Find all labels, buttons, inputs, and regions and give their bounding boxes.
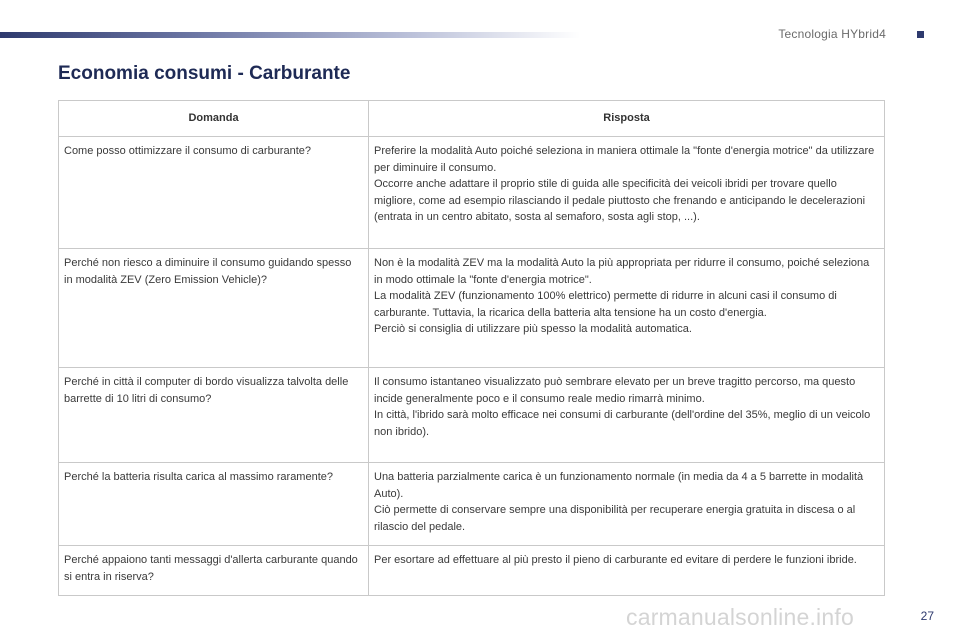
- question-cell: Come posso ottimizzare il consumo di carburante?: [59, 137, 369, 249]
- answer-cell: [369, 249, 885, 368]
- answer-paragraph: Il consumo istantaneo visualizzato può sembrare elevato per un breve tragitto percorso, ma questo incide generalmente poco e il consumo reale medio rimarrà minimo.: [374, 376, 856, 405]
- watermark: carmanualsonline.info: [626, 604, 854, 630]
- answer-paragraph: Occorre anche adattare il proprio stile di guida alle specificità dei veicoli ibridi per trovare quello migliore, come ad esempio rilasciando il pedale piuttosto che frenando e anticipando le decelerazioni (entrata in un centro abitato, sosta al semaforo, sosta agli stop, ...).: [374, 178, 866, 223]
- table-row: [59, 546, 885, 596]
- section-marker: [917, 31, 924, 38]
- page-number: 27: [920, 609, 934, 623]
- table-row: [59, 463, 885, 546]
- faq-table: [58, 100, 885, 596]
- answer-paragraph: Per esortare ad effettuare al più presto il pieno di carburante ed evitare di perdere le funzioni ibride.: [374, 554, 857, 566]
- answer-cell: [369, 546, 885, 596]
- answer-cell: [369, 463, 885, 546]
- answer-paragraph: In città, l'ibrido sarà molto efficace nei consumi di carburante (dell'ordine del 35%, meglio di un veicolo non ibrido).: [374, 409, 871, 438]
- answer-paragraph: Ciò permette di conservare sempre una disponibilità per recuperare energia gratuita in discesa o al rilascio del pedale.: [374, 504, 856, 533]
- table-header-row: [59, 101, 885, 137]
- question-cell: Perché appaiono tanti messaggi d'allerta carburante quando si entra in riserva?: [59, 546, 369, 596]
- answer-paragraph: Una batteria parzialmente carica è un funzionamento normale (in media da 4 a 5 barrette in modalità Auto).: [374, 471, 864, 500]
- section-title: Tecnologia HYbrid4: [778, 27, 886, 41]
- table-row: [59, 368, 885, 463]
- table-row: [59, 137, 885, 249]
- table-row: [59, 249, 885, 368]
- answer-paragraph: Preferire la modalità Auto poiché seleziona in maniera ottimale la "fonte d'energia motrice" da utilizzare per diminuire il consumo.: [374, 145, 875, 174]
- column-header-question: Domanda: [59, 101, 369, 137]
- question-cell: Perché la batteria risulta carica al massimo raramente?: [59, 463, 369, 546]
- column-header-answer: Risposta: [369, 101, 885, 137]
- question-cell: Perché in città il computer di bordo visualizza talvolta delle barrette di 10 litri di consumo?: [59, 368, 369, 463]
- header-gradient-bar: [0, 32, 580, 38]
- answer-paragraph: Non è la modalità ZEV ma la modalità Auto la più appropriata per ridurre il consumo, poiché seleziona in modo ottimale la "fonte d'energia motrice".: [374, 257, 870, 286]
- page-title: Economia consumi - Carburante: [58, 63, 351, 84]
- answer-paragraph: La modalità ZEV (funzionamento 100% elettrico) permette di ridurre in alcuni casi il consumo di carburante. Tuttavia, la ricarica della batteria alta tensione ha un costo d'energia.: [374, 290, 837, 319]
- answer-cell: [369, 137, 885, 249]
- answer-cell: [369, 368, 885, 463]
- question-cell: Perché non riesco a diminuire il consumo guidando spesso in modalità ZEV (Zero Emission Vehicle)?: [59, 249, 369, 368]
- answer-paragraph: Perciò si consiglia di utilizzare più spesso la modalità automatica.: [374, 323, 692, 335]
